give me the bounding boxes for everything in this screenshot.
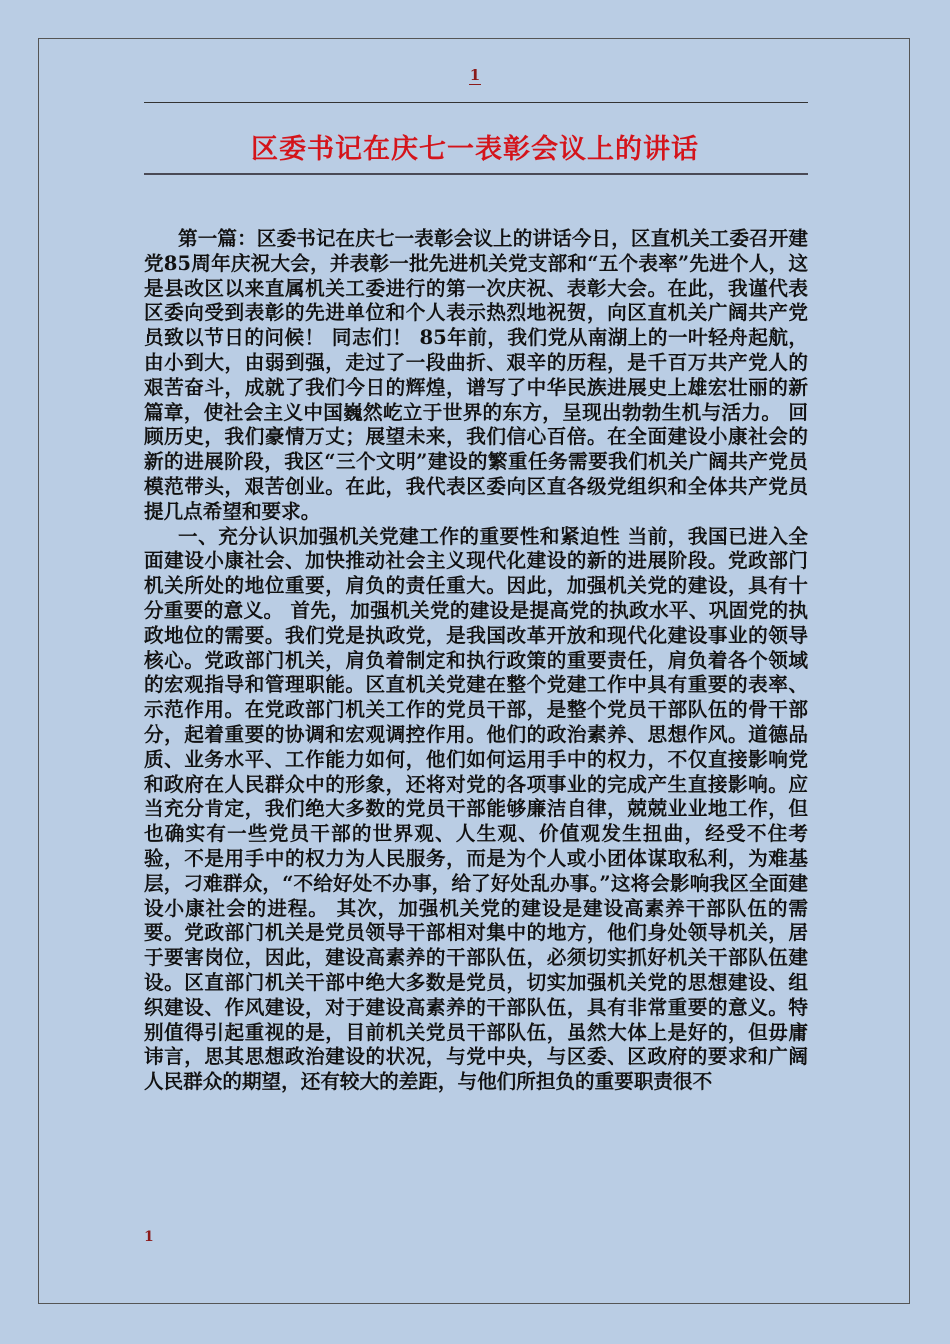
- header-divider: [144, 102, 808, 103]
- header-page-number-text: 1: [469, 66, 481, 84]
- body-paragraph-1: 第一篇：区委书记在庆七一表彰会议上的讲话今日，区直机关工委召开建党85周年庆祝大会，并表彰一批先进机关党支部和“五个表率”先进个人，这是县改区以来直属机关工委进行的第一次庆祝、表彰大会。在此，我谨代表区委向受到表彰的先进单位和个人表示热烈地祝贺，向区直机关广阔共产党员致以节日的问候！ 同志们！ 85年前，我们党从南湖上的一叶轻舟起航，由小到大，由弱到强，走过了一段曲折、艰辛的历程，是千百万共产党人的艰苦奋斗，成就了我们今日的辉煌，谱写了中华民族进展史上雄宏壮丽的新篇章，使社会主义中国巍然屹立于世界的东方，呈现出勃勃生机与活力。 回顾历史，我们豪情万丈；展望未来，我们信心百倍。在全面建设小康社会的新的进展阶段，我区“三个文明”建设的繁重任务需要我们机关广阔共产党员模范带头，艰苦创业。在此，我代表区委向区直各级党组织和全体共产党员提几点希望和要求。: [144, 227, 808, 523]
- body-paragraph-2: 一、充分认识加强机关党建工作的重要性和紧迫性 当前，我国已进入全面建设小康社会、加快推动社会主义现代化建设的新的进展阶段。党政部门机关所处的地位重要，肩负的责任重大。因此，加强机关党的建设，具有十分重要的意义。 首先，加强机关党的建设是提高党的执政水平、巩固党的执政地位的需要。我们党是执政党，是我国改革开放和现代化建设事业的领导核心。党政部门机关，肩负着制定和执行政策的重要责任，肩负着各个领域的宏观指导和管理职能。区直机关党建在整个党建工作中具有重要的表率、示范作用。在党政部门机关工作的党员干部，是整个党员干部队伍的骨干部分，起着重要的协调和宏观调控作用。他们的政治素养、思想作风。道德品质、业务水平、工作能力如何，他们如何运用手中的权力，不仅直接影响党和政府在人民群众中的形象，还将对党的各项事业的完成产生直接影响。应当充分肯定，我们绝大多数的党员干部能够廉洁自律，兢兢业业地工作，但也确实有一些党员干部的世界观、人生观、价值观发生扭曲，经受不住考验，不是用手中的权力为人民服务，而是为个人或小团体谋取私利，为难基层，刁难群众，“不给好处不办事，给了好处乱办事。”这将会影响我区全面建设小康社会的进程。 其次，加强机关党的建设是建设高素养干部队伍的需要。党政部门机关是党员领导干部相对集中的地方，他们身处领导机关，居于要害岗位，因此，建设高素养的干部队伍，必须切实抓好机关干部队伍建设。区直部门机关干部中绝大多数是党员，切实加强机关党的思想建设、组织建设、作风建设，对于建设高素养的干部队伍，具有非常重要的意义。特别值得引起重视的是，目前机关党员干部队伍，虽然大体上是好的，但毋庸讳言，思其思想政治建设的状况，与党中央，与区委、区政府的要求和广阔人民群众的期望，还有较大的差距，与他们所担负的重要职责很不: [144, 524, 808, 1094]
- document-title: 区委书记在庆七一表彰会议上的讲话: [251, 134, 699, 165]
- header-page-number: [0, 66, 950, 84]
- footer-page-number: 1: [144, 1229, 154, 1245]
- document-body: [144, 227, 808, 1202]
- title-divider: [144, 173, 808, 175]
